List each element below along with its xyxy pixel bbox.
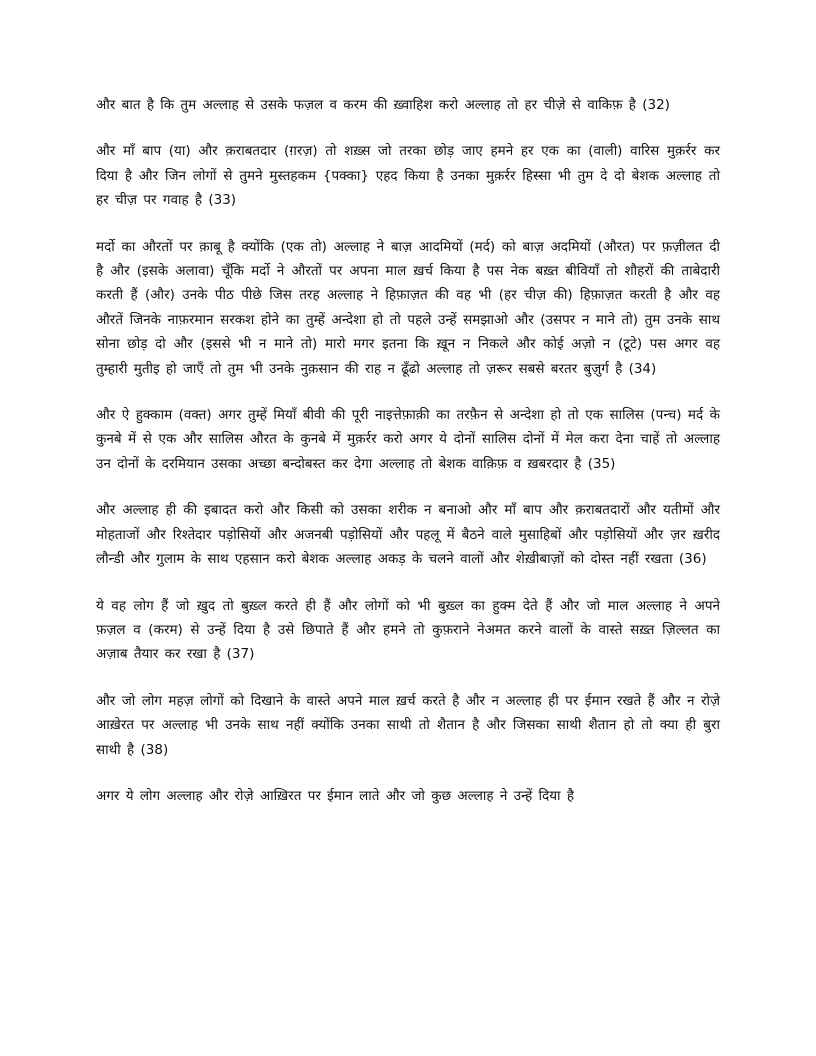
paragraph-verse-32: और बात है कि तुम अल्लाह से उसके फज़ल व करम की ख़्वाहिश करो अल्लाह तो हर चीजे़ से वाकिफ़ है (32) (96, 97, 670, 113)
document-page (96, 93, 720, 808)
paragraph-verse-38: और जो लोग महज़ लोगों को दिखाने के वास्ते अपने माल ख़र्च करते है और न अल्लाह ही पर ईमान रखते हैं और न रोजे़ आख़ेरत पर अल्लाह भी उनके साथ नहीं क्योंकि उनका साथी तो शैतान है और जिसका साथी शैतान हो तो क्या ही बुरा साथी है (38) (96, 692, 720, 758)
paragraph-verse-37: ये वह लोग हैं जो ख़ुद तो बुख़्ल करते ही हैं और लोगों को भी बुख़्ल का हुक्म देते हैं और जो माल अल्लाह ने अपने फ़ज़ल व (करम) से उन्हें दिया है उसे छिपाते हैं और हमने तो कुफ़राने नेअमत करने वालों के वास्ते सख़्त ज़िल्लत का अज़ाब तैयार कर रखा है (37) (96, 597, 720, 663)
paragraph-verse-33: और माँ बाप (या) और क़राबतदार (ग़रज़) तो शख़्स जो तरका छोड़ जाए हमने हर एक का (वाली) वारिस मुक़र्रर कर दिया है और जिन लोगों से तुमने मुस्तहकम {पक्का} एहद किया है उनका मुक़र्रर हिस्सा भी तुम दे दो बेशक अल्लाह तो हर चीज़ पर गवाह है (33) (96, 143, 720, 209)
paragraph-verse-39-partial: अगर ये लोग अल्लाह और रोजे़ आख़िरत पर ईमान लाते और जो कुछ अल्लाह ने उन्हें दिया है (96, 787, 574, 804)
paragraph-verse-35: और ऐ हुक्काम (वक्त) अगर तुम्हें मियाँ बीवी की पूरी नाइत्तेफ़ाक़ी का तरफ़ैन से अन्देशा हो तो एक सालिस (पन्च) मर्द के कुनबे में से एक और सालिस औरत के कुनबे में मुक़र्रर करो अगर ये दोनों सालिस दोनों में मेल करा देना चाहें तो अल्लाह उन दोनों के दरमियान उसका अच्छा बन्दोबस्त कर देगा अल्लाह तो बेशक वाक़िफ़ व ख़बरदार है (35) (96, 407, 720, 472)
paragraph-verse-34: मर्दो का औरतों पर क़ाबू है क्योंकि (एक तो) अल्लाह ने बाज़ आदमियों (मर्द) को बाज़ अदमियों (औरत) पर फ़ज़ीलत दी है और (इसके अलावा) चूँकि मर्दो ने औरतों पर अपना माल ख़र्च किया है पस नेक बख़्त बीवियाँ तो शौहरों की ताबेदारी करती हैं (और) उनके पीठ पीछे जिस तरह अल्लाह ने हिफ़ाज़त की वह भी (हर चीज़ की) हिफ़ाज़त करती है और वह औरतें जिनके नाफ़रमान सरकश होने का तुम्हें अन्देशा हो तो पहले उन्हें समझाओ और (उसपर न माने तो) तुम उनके साथ सोना छोड़ दो और (इससे भी न माने तो) मारो मगर इतना कि ख़ून न निकले और कोई अज़ो न (टूटे) पस अगर वह तुम्हारी मुतीइ हो जाएँ तो तुम भी उनके नुक़सान की राह न ढूँढो अल्लाह तो ज़रूर सबसे बरतर बुज़ुर्ग है (34) (96, 238, 720, 377)
paragraph-verse-36: और अल्लाह ही की इबादत करो और किसी को उसका शरीक न बनाओ और माँ बाप और क़राबतदारों और यतीमों और मोहताजों और रिश्तेदार पड़ोसियों और अजनबी पड़ोसियों और पहलू में बैठने वाले मुसाहिबों और पड़ोसियों और ज़र ख़रीद लौन्डी और गुलाम के साथ एहसान करो बेशक अल्लाह अकड़ के चलने वालों और शेख़ीबाज़ों को दोस्त नहीं रखता (36) (96, 502, 720, 568)
